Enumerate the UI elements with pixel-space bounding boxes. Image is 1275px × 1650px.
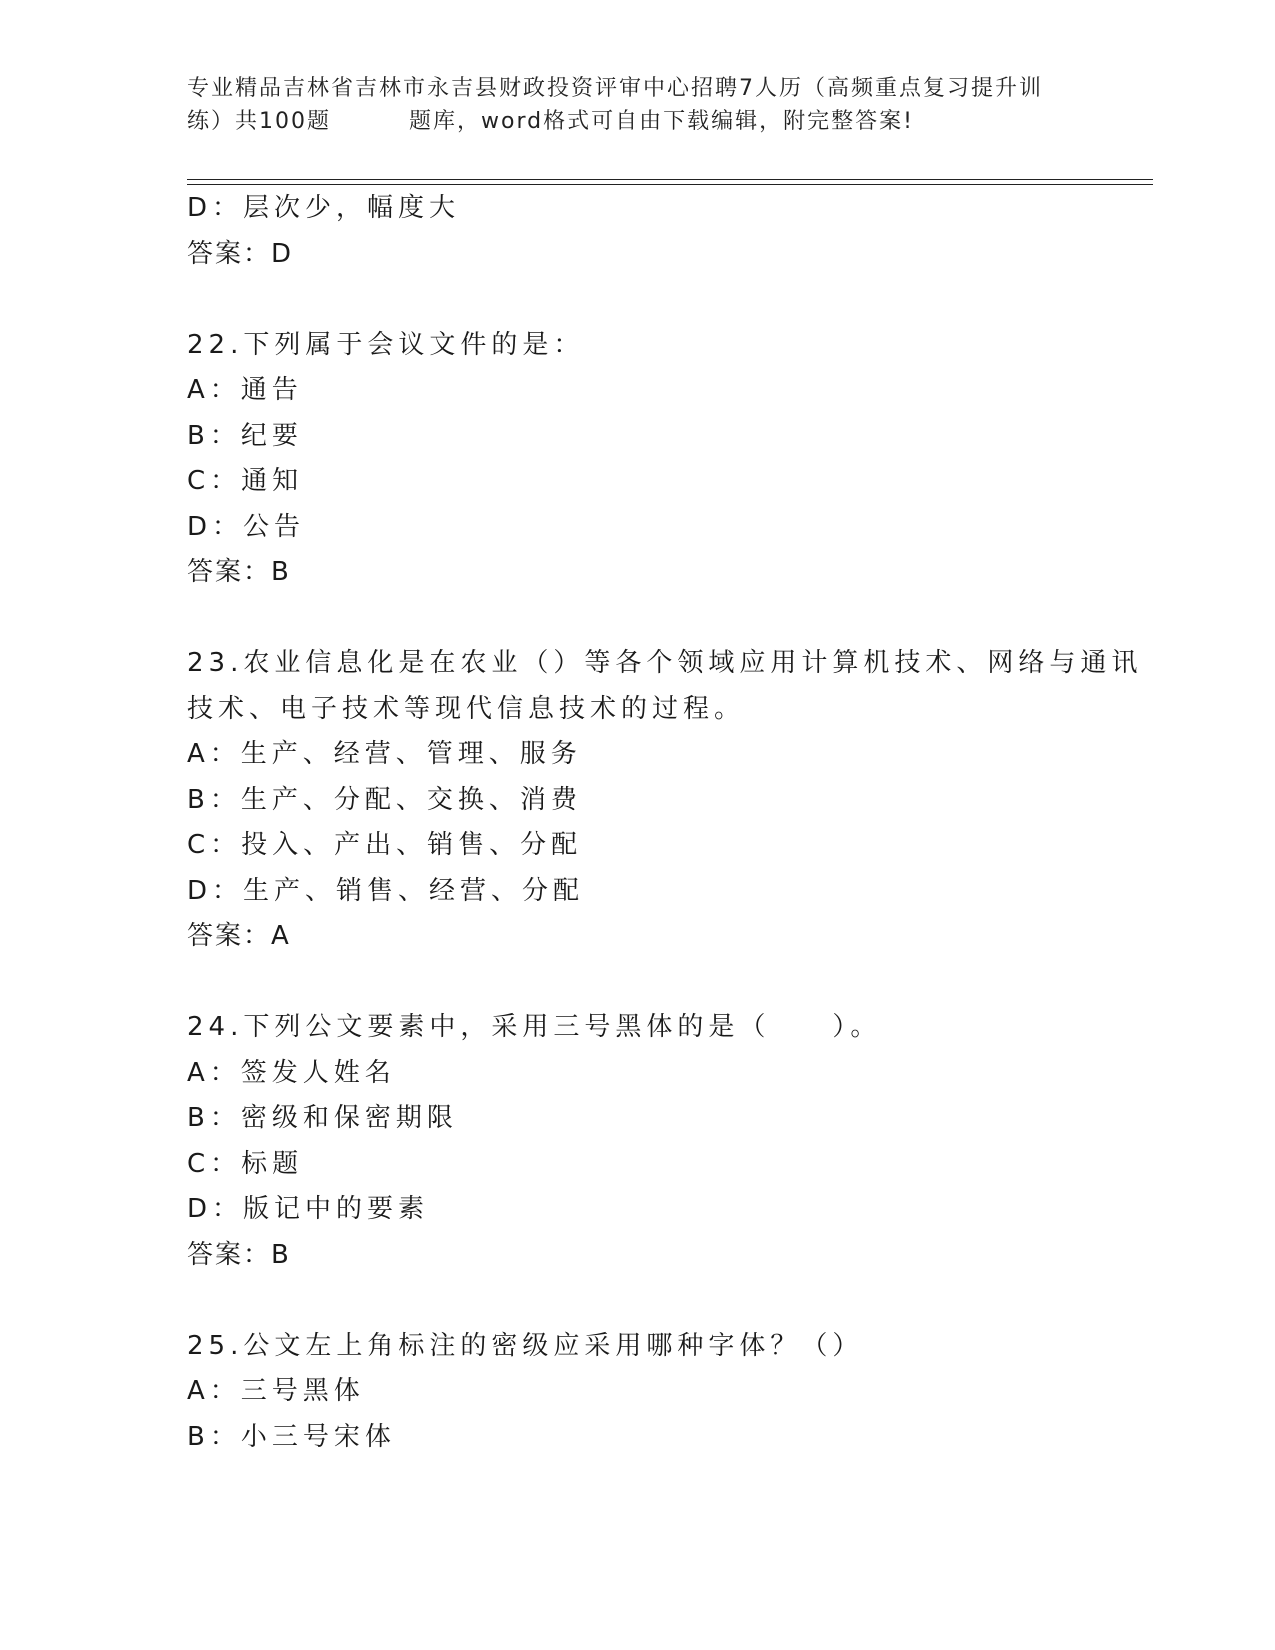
question-23 bbox=[187, 641, 1143, 960]
option-b: B：生产、分配、交换、消费 bbox=[187, 784, 582, 815]
document-body bbox=[187, 186, 1143, 1460]
spacer bbox=[187, 596, 1137, 642]
option-b: B：小三号宋体 bbox=[187, 1421, 396, 1452]
page-header bbox=[187, 72, 1087, 138]
question-24 bbox=[187, 1005, 1137, 1278]
option-a: A：三号黑体 bbox=[187, 1376, 365, 1406]
header-line-2-part-1: 练）共100题 bbox=[187, 109, 331, 134]
spacer bbox=[187, 1278, 1137, 1324]
spacer bbox=[187, 277, 1137, 323]
answer: 答案：B bbox=[187, 557, 291, 587]
option-b: B：纪要 bbox=[187, 420, 303, 451]
header-line-2 bbox=[187, 105, 1087, 138]
answer: 答案：B bbox=[187, 1239, 291, 1270]
question-22 bbox=[187, 323, 1137, 596]
option-d: D：公告 bbox=[187, 511, 306, 542]
question-stem-line-2: 技术、电子技术等现代信息技术的过程。 bbox=[187, 693, 746, 724]
answer: 答案：A bbox=[187, 921, 291, 951]
continuation-answer: 答案：D bbox=[187, 238, 294, 269]
option-c: C：投入、产出、销售、分配 bbox=[187, 830, 583, 860]
option-b: B：密级和保密期限 bbox=[187, 1103, 458, 1133]
spacer bbox=[187, 960, 1137, 1006]
question-stem: 22.下列属于会议文件的是： bbox=[187, 329, 585, 360]
continuation-option-d: D：层次少，幅度大 bbox=[187, 193, 461, 223]
option-d: D：生产、销售、经营、分配 bbox=[187, 875, 585, 906]
option-a: A：通告 bbox=[187, 375, 303, 405]
option-a: A：生产、经营、管理、服务 bbox=[187, 739, 582, 769]
question-stem: 25.公文左上角标注的密级应采用哪种字体？（） bbox=[187, 1330, 864, 1361]
header-divider-bottom bbox=[187, 184, 1153, 185]
option-c: C：通知 bbox=[187, 466, 304, 496]
header-line-1: 专业精品吉林省吉林市永吉县财政投资评审中心招聘7人历（高频重点复习提升训 bbox=[187, 76, 1043, 101]
option-d: D：版记中的要素 bbox=[187, 1194, 430, 1224]
header-line-2-part-2: 题库，word格式可自由下载编辑，附完整答案! bbox=[409, 109, 914, 134]
header-divider-top bbox=[187, 179, 1153, 180]
question-25 bbox=[187, 1324, 1137, 1461]
option-a: A：签发人姓名 bbox=[187, 1057, 396, 1088]
question-stem: 24.下列公文要素中，采用三号黑体的是（ ）。 bbox=[187, 1012, 882, 1042]
option-c: C：标题 bbox=[187, 1148, 304, 1179]
question-stem-line-1: 23.农业信息化是在农业（）等各个领域应用计算机技术、网络与通讯 bbox=[187, 648, 1143, 678]
